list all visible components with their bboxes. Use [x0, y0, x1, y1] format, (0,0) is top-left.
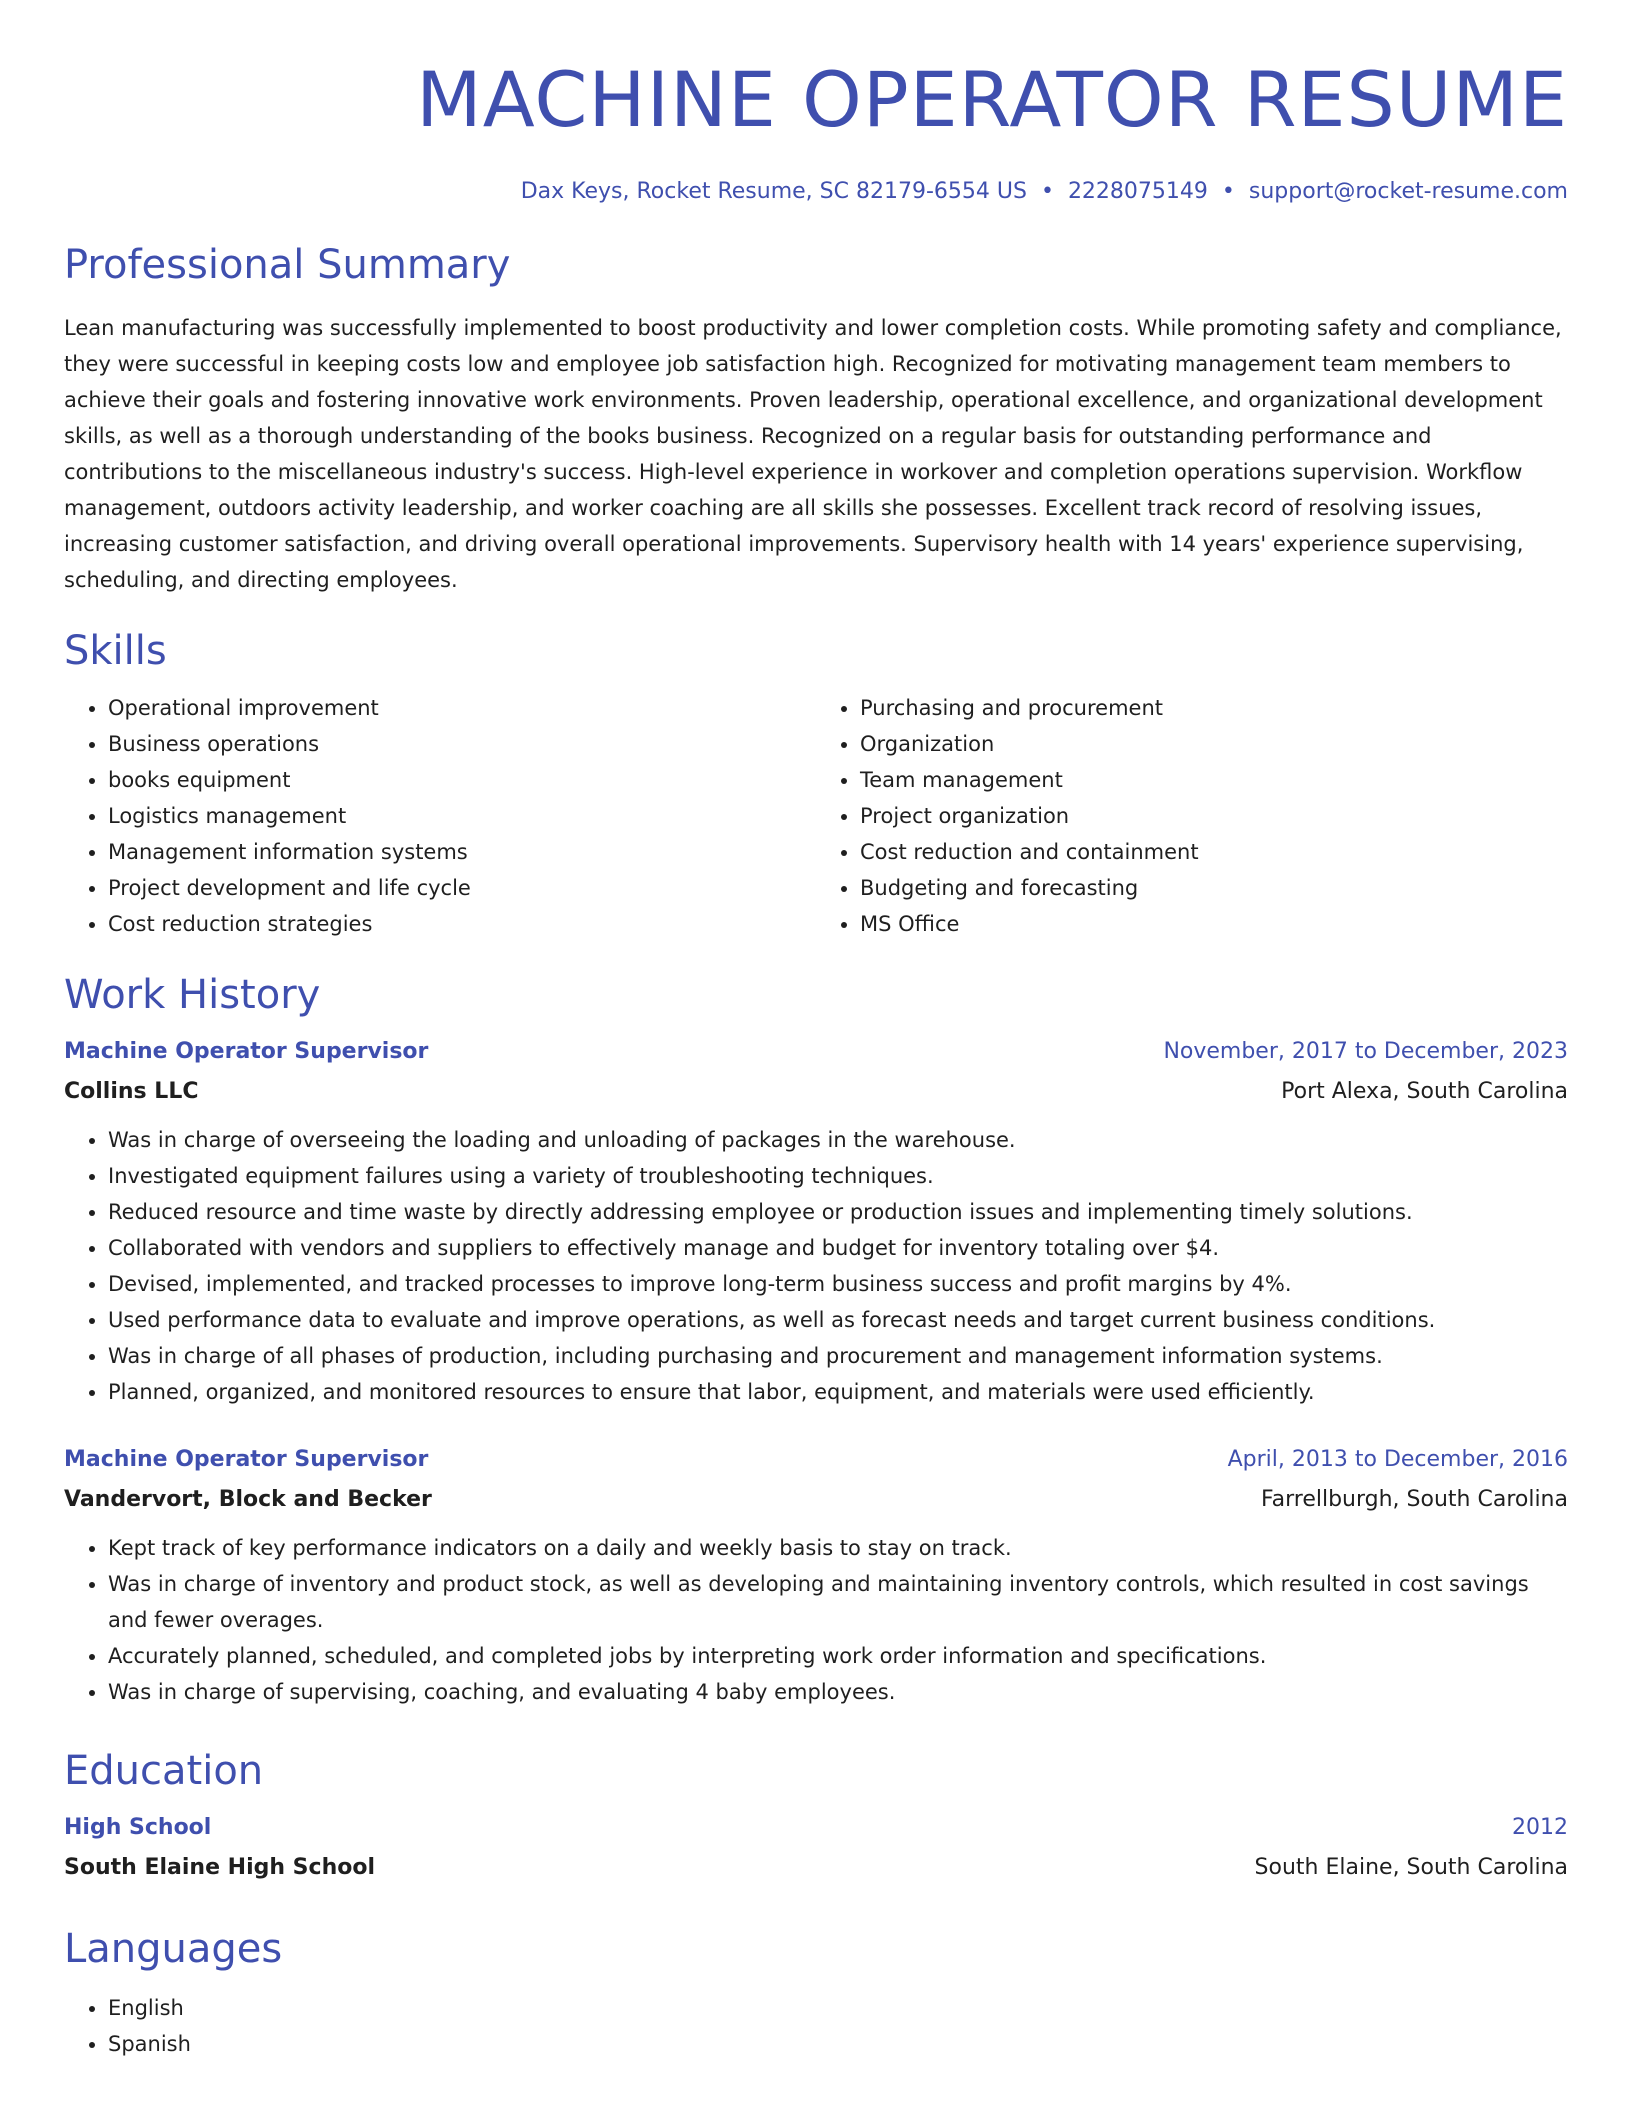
job-bullet: • Devised, implemented, and tracked processes to improve long-term business success and profit margins by 4%. [108, 1266, 1568, 1302]
job-bullet: • Accurately planned, scheduled, and completed jobs by interpreting work order information and specifications. [108, 1638, 1568, 1674]
company-name: Collins LLC [64, 1079, 199, 1104]
contact-email: support@rocket-resume.com [1248, 179, 1568, 204]
skill-item: • Purchasing and procurement [860, 690, 1568, 726]
section-heading: Languages [64, 1926, 283, 1972]
job-entry [64, 1440, 1568, 1710]
job-bullets [64, 1122, 1568, 1410]
skill-item: • Cost reduction and containment [860, 834, 1568, 870]
section-heading: Education [64, 1748, 264, 1794]
skill-item: • Team management [860, 762, 1568, 798]
skill-item: • Organization [860, 726, 1568, 762]
education-entry [64, 1808, 1568, 1888]
education-year: 2012 [1512, 1815, 1568, 1840]
skills-list-right [816, 690, 1568, 942]
education-degree: High School [64, 1815, 212, 1840]
job-bullet: • Was in charge of inventory and product stock, as well as developing and maintaining inventory controls, which resulted in cost savings and fewer overages. [108, 1566, 1568, 1638]
contact-separator: • [1221, 179, 1235, 204]
job-dates: April, 2013 to December, 2016 [1227, 1447, 1568, 1472]
contact-separator: • [1040, 179, 1054, 204]
job-bullet: • Collaborated with vendors and suppliers to effectively manage and budget for inventory totaling over $4. [108, 1230, 1568, 1266]
resume-header [64, 0, 1568, 208]
skill-item: • Cost reduction strategies [108, 906, 816, 942]
skill-item: • Project development and life cycle [108, 870, 816, 906]
summary-text: Lean manufacturing was successfully implemented to boost productivity and lower completion costs. While promoting safety and compliance, they were successful in keeping costs low and employee job satisfaction high. Recognized for motivating management team members to achieve their goals and fostering innovative work environments. Proven leadership, operational excellence, and organizational development skills, as well as a thorough understanding of the books business. Recognized on a regular basis for outstanding performance and contributions to the miscellaneous industry's success. High-level experience in workover and completion operations supervision. Workflow management, outdoors activity leadership, and worker coaching are all skills she possesses. Excellent track record of resolving issues, increasing customer satisfaction, and driving overall operational improvements. Supervisory health with 14 years' experience supervising, scheduling, and directing employees. [64, 316, 1562, 592]
job-bullet: • Kept track of key performance indicators on a daily and weekly basis to stay on track. [108, 1530, 1568, 1566]
skills-section [64, 624, 1568, 942]
job-bullet: • Planned, organized, and monitored resources to ensure that labor, equipment, and materials were used efficiently. [108, 1374, 1568, 1410]
job-dates: November, 2017 to December, 2023 [1163, 1039, 1568, 1064]
languages-section [64, 1922, 1568, 2062]
job-location: Farrellburgh, South Carolina [1260, 1487, 1568, 1512]
skill-item: • Management information systems [108, 834, 816, 870]
skills-columns [64, 690, 1568, 942]
contact-address: Dax Keys, Rocket Resume, SC 82179-6554 US [520, 179, 1027, 204]
work-history-section [64, 968, 1568, 1710]
job-title: Machine Operator Supervisor [64, 1447, 429, 1472]
job-title-row [64, 1440, 1568, 1480]
resume-title: MACHINE OPERATOR RESUME [416, 55, 1568, 144]
job-entry [64, 1032, 1568, 1410]
skill-item: • Operational improvement [108, 690, 816, 726]
section-heading: Skills [64, 628, 167, 674]
school-location: South Elaine, South Carolina [1254, 1855, 1568, 1880]
job-company-row [64, 1072, 1568, 1112]
skill-item: • Business operations [108, 726, 816, 762]
skill-item: • Project organization [860, 798, 1568, 834]
job-title-row [64, 1032, 1568, 1072]
job-title: Machine Operator Supervisor [64, 1039, 429, 1064]
job-bullets [64, 1530, 1568, 1710]
education-school-row [64, 1848, 1568, 1888]
job-bullet: • Was in charge of all phases of production, including purchasing and procurement and management information systems. [108, 1338, 1568, 1374]
job-bullet: • Reduced resource and time waste by directly addressing employee or production issues and implementing timely solutions. [108, 1194, 1568, 1230]
contact-phone: 2228075149 [1067, 179, 1208, 204]
skill-item: • MS Office [860, 906, 1568, 942]
skill-item: • books equipment [108, 762, 816, 798]
job-bullet: • Investigated equipment failures using a variety of troubleshooting techniques. [108, 1158, 1568, 1194]
section-heading: Professional Summary [64, 242, 511, 288]
job-company-row [64, 1480, 1568, 1520]
language-item: • Spanish [108, 2026, 1568, 2062]
skills-list-left [64, 690, 816, 942]
company-name: Vandervort, Block and Becker [64, 1487, 432, 1512]
language-item: • English [108, 1990, 1568, 2026]
school-name: South Elaine High School [64, 1855, 375, 1880]
job-bullet: • Was in charge of supervising, coaching, and evaluating 4 baby employees. [108, 1674, 1568, 1710]
education-section [64, 1744, 1568, 1888]
job-location: Port Alexa, South Carolina [1281, 1079, 1568, 1104]
job-bullet: • Was in charge of overseeing the loading and unloading of packages in the warehouse. [108, 1122, 1568, 1158]
contact-line [64, 176, 1568, 208]
skill-item: • Budgeting and forecasting [860, 870, 1568, 906]
languages-list [64, 1990, 1568, 2062]
skill-item: • Logistics management [108, 798, 816, 834]
job-bullet: • Used performance data to evaluate and improve operations, as well as forecast needs and target current business conditions. [108, 1302, 1568, 1338]
education-degree-row [64, 1808, 1568, 1848]
section-heading: Work History [64, 972, 321, 1018]
professional-summary-section [64, 238, 1568, 598]
